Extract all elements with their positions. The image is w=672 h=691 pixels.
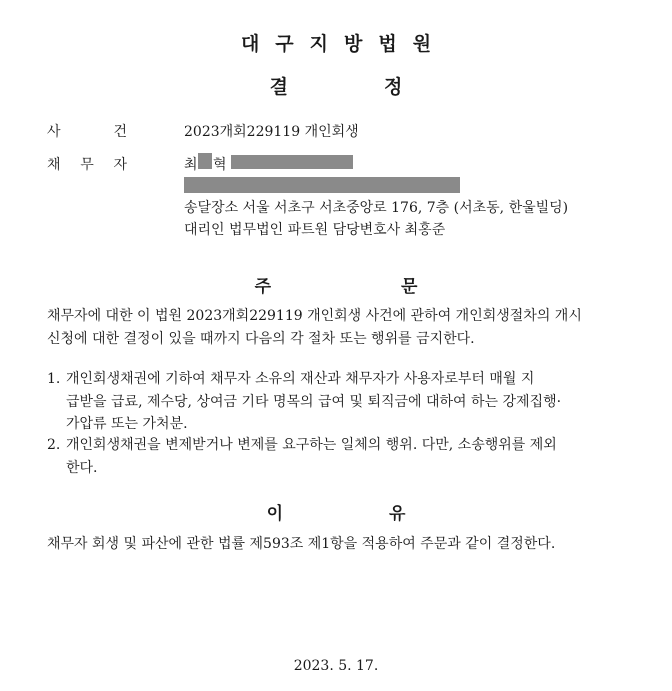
case-label: 사 건 xyxy=(47,124,127,140)
order-item-2-line-1: 개인회생채권을 변제받거나 변제를 요구하는 일체의 행위. 다만, 소송행위를 제외 xyxy=(66,437,557,453)
debtor-label: 채 무 자 xyxy=(47,157,127,173)
document-type-title: 결정 xyxy=(269,76,499,98)
address-redaction-box xyxy=(184,177,460,193)
debtor-name-first-char: 최 xyxy=(184,157,198,173)
reason-section-title: 이 유 xyxy=(266,504,456,524)
order-item-1-line-2: 급받을 급료, 제수당, 상여금 기타 명목의 급여 및 퇴직금에 대하여 하는 강제집행· xyxy=(66,394,562,410)
reason-text: 채무자 회생 및 파산에 관한 법률 제593조 제1항을 적용하여 주문과 같이 결정한다. xyxy=(47,536,556,552)
name-redaction-box xyxy=(198,153,212,169)
order-text-line-1: 채무자에 대한 이 법원 2023개회229119 개인회생 사건에 관하여 개인회생절차의 개시 xyxy=(47,308,582,324)
case-number: 2023개회229119 개인회생 xyxy=(184,124,359,140)
debtor-agent: 대리인 법무법인 파트원 담당변호사 최홍준 xyxy=(184,222,446,238)
id-redaction-box xyxy=(231,155,353,169)
order-item-1-number: 1. xyxy=(47,371,61,387)
order-section-title: 주 문 xyxy=(254,277,480,297)
order-item-1-line-3: 가압류 또는 가처분. xyxy=(66,416,188,432)
order-item-1-line-1: 개인회생채권에 기하여 채무자 소유의 재산과 채무자가 사용자로부터 매월 지 xyxy=(66,371,535,387)
order-text-line-2: 신청에 대한 결정이 있을 때까지 다음의 각 절차 또는 행위를 금지한다. xyxy=(47,331,475,347)
order-item-2-line-2: 한다. xyxy=(66,460,98,476)
order-item-2-number: 2. xyxy=(47,437,61,453)
decision-date: 2023. 5. 17. xyxy=(293,658,379,674)
court-name: 대구지방법원 xyxy=(240,33,448,55)
debtor-name-last-char: 혁 xyxy=(213,157,227,173)
service-address: 송달장소 서울 서초구 서초중앙로 176, 7층 (서초동, 한울빌딩) xyxy=(184,200,569,216)
